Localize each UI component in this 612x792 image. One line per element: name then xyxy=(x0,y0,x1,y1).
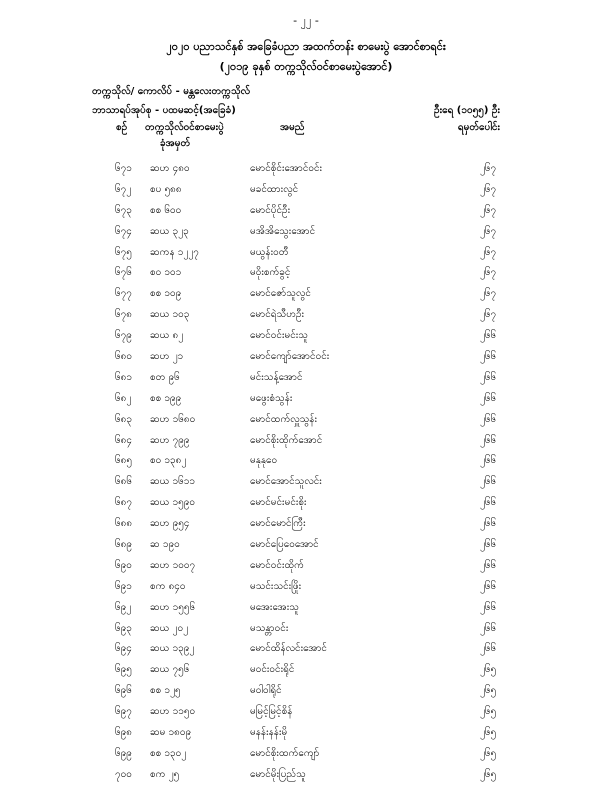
roll-column-subheader: ခုံအမှတ် xyxy=(160,138,191,149)
table-row xyxy=(0,262,612,283)
row-number: ၆၇၆ xyxy=(115,267,132,279)
total-score: ၂၆၇ xyxy=(480,204,497,216)
candidate-name: မောင်ထက်လှူသွန်း xyxy=(250,413,318,425)
roll-number: ဆကန ၁၂၂၇ xyxy=(150,246,199,258)
row-number: ၆၈၀ xyxy=(115,351,132,363)
table-row xyxy=(0,764,612,785)
roll-number: ဆဟ ၉၅၄ xyxy=(150,518,190,530)
row-number: ၆၈၁ xyxy=(115,371,132,383)
row-number: ၆၉၀ xyxy=(115,559,132,571)
table-row xyxy=(0,325,612,346)
total-score: ၂၆၆ xyxy=(480,371,497,383)
candidate-name: မခင်ထားလွင် xyxy=(250,183,299,195)
candidate-name: မသန္တာဝင်း xyxy=(250,622,289,634)
total-score: ၂၆၆ xyxy=(480,559,497,571)
candidate-name: မောင်စိုးထိုက်အောင် xyxy=(250,434,323,446)
row-number: ၆၉၈ xyxy=(115,727,132,739)
candidate-name: မောင်စိုးထက်ကျော် xyxy=(250,747,320,759)
roll-number: စဝ ၁၀၁ xyxy=(150,267,182,279)
candidate-name: မောင်ဝင်းထိုက် xyxy=(250,559,304,571)
candidate-name: မောင်စိုင်းအောင်ဝင်း xyxy=(250,163,323,174)
total-score: ၂၆၆ xyxy=(480,455,497,467)
document-title: ၂၀၂၀ ပညာသင်နှစ် အခြေခံပညာ အထက်တန်း စာမေးပွဲ အောင်စာရင်း xyxy=(166,40,446,53)
total-score: ၂၆၇ xyxy=(480,309,497,321)
table-row xyxy=(0,388,612,409)
total-score: ၂၆၆ xyxy=(480,476,497,488)
candidate-name: မမြင့်မြင့်စိန် xyxy=(250,706,293,718)
total-score: ၂၆၇ xyxy=(480,267,497,279)
row-number: ၆၈၈ xyxy=(115,518,133,530)
total-score: ၂၆၇ xyxy=(480,288,497,300)
row-number: ၆၉၅ xyxy=(115,664,132,676)
candidate-count: ဦးရေ (၁၀၅၅) ဦး xyxy=(434,105,500,116)
total-score: ၂၆၅ xyxy=(480,664,497,676)
candidate-name: မောင်ရဲသီဟဦး xyxy=(250,309,305,321)
roll-number: ဆဟ ၇၉၉ xyxy=(150,434,190,446)
roll-number: စဝ ၁၃၈၂ xyxy=(150,455,187,467)
row-number: ၆၇၈ xyxy=(115,309,132,321)
row-number: ၆၈၂ xyxy=(115,392,132,404)
total-score: ၂၆၆ xyxy=(480,601,497,613)
candidate-name: မောင်ထိန်လင်းအောင် xyxy=(250,643,327,655)
table-row xyxy=(0,158,612,179)
roll-number: စတ ၉၆ xyxy=(150,371,180,383)
roll-number: စပ ၅၈၈ xyxy=(150,183,182,195)
roll-number: စစ ၁၂၅ xyxy=(150,685,181,697)
table-row xyxy=(0,304,612,325)
roll-number: စစ ၁၀၉ xyxy=(150,288,182,300)
row-number: ၆၇၉ xyxy=(115,330,132,342)
table-row xyxy=(0,346,612,367)
row-number: ၆၉၂ xyxy=(115,601,132,613)
row-number: ၆၉၁ xyxy=(115,580,132,592)
total-score: ၂၆၅ xyxy=(480,685,497,697)
table-row xyxy=(0,701,612,722)
row-number: ၆၈၆ xyxy=(115,476,132,488)
roll-number: စစ ၁၃၀၂ xyxy=(150,747,187,759)
total-score: ၂၆၆ xyxy=(480,539,497,551)
table-row xyxy=(0,555,612,576)
total-score: ၂၆၇ xyxy=(480,225,497,237)
total-score: ၂၆၇ xyxy=(480,246,497,258)
row-number: ၆၉၇ xyxy=(115,706,132,718)
candidate-name: မောင်မင်းမင်းစိုး xyxy=(250,497,307,509)
table-row xyxy=(0,534,612,555)
table-row xyxy=(0,179,612,200)
total-score: ၂၆၆ xyxy=(480,643,497,655)
table-row xyxy=(0,743,612,764)
table-row xyxy=(0,492,612,513)
total-score: ၂၆၅ xyxy=(480,747,497,759)
total-score: ၂၆၆ xyxy=(480,413,497,425)
total-score: ၂၆၇ xyxy=(480,183,497,195)
table-row xyxy=(0,409,612,430)
total-score: ၂၆၆ xyxy=(480,518,497,530)
row-number: ၆၇၇ xyxy=(115,288,132,300)
row-number: ၆၈၄ xyxy=(115,434,132,446)
roll-number: ဆ ၁၉၀ xyxy=(150,539,180,551)
row-number: ၆၉၄ xyxy=(115,643,132,655)
roll-number: စက ၂၅ xyxy=(150,768,180,780)
roll-number: ဆဟ ၂၁ xyxy=(150,351,184,363)
results-table xyxy=(0,158,612,785)
total-score: ၂၆၆ xyxy=(480,497,497,509)
total-score: ၂၆၅ xyxy=(480,706,497,718)
document-subtitle: (၂၀၁၉ ခုနှစ် တက္ကသိုလ်ဝင်စာမေးပွဲအောင်) xyxy=(219,60,393,73)
candidate-name: မောင်ပိုင်ဦး xyxy=(250,204,291,216)
candidate-name: မနုနုဝေ xyxy=(250,455,278,467)
candidate-name: မဝင်းဝင်းရိုင် xyxy=(250,664,295,676)
candidate-name: မင်းသန့်အောင် xyxy=(250,371,303,383)
candidate-name: မောင်မောင်ကြီး xyxy=(250,518,306,530)
table-row xyxy=(0,200,612,221)
total-score: ၂၆၆ xyxy=(480,330,497,342)
candidate-name: မောင်ပြေဝေအောင် xyxy=(250,539,319,551)
table-row xyxy=(0,722,612,743)
candidate-name: မောင်အောင်သူလင်း xyxy=(250,476,322,488)
candidate-name: မဖွေးစံသွန်း xyxy=(250,392,293,404)
candidate-name: မောင်ကျော်အောင်ဝင်း xyxy=(250,351,330,363)
page-number: - ၂၂ - xyxy=(293,14,319,27)
roll-number: ဆယ ၂၀၂ xyxy=(150,622,189,634)
roll-number: ဆယ ၁၀၃ xyxy=(150,309,190,321)
table-row xyxy=(0,221,612,242)
roll-number: စက ၈၄၀ xyxy=(150,580,186,592)
table-row xyxy=(0,680,612,701)
table-row xyxy=(0,450,612,471)
row-number: ၆၈၅ xyxy=(115,455,132,467)
total-score: ၂၆၆ xyxy=(480,434,497,446)
total-score: ၂၆၆ xyxy=(480,392,497,404)
total-score: ၂၆၆ xyxy=(480,351,497,363)
roll-number: ဆယ ၃၂၃ xyxy=(150,225,189,237)
total-score: ၂၆၆ xyxy=(480,580,497,592)
row-number: ၆၇၃ xyxy=(115,204,132,216)
table-row xyxy=(0,618,612,639)
table-row xyxy=(0,367,612,388)
name-column-header: အမည် xyxy=(280,122,305,133)
roll-number: ဆဟ ၄၈၀ xyxy=(150,163,190,174)
roll-number: ဆဟ ၁၀၀၇ xyxy=(150,559,196,571)
candidate-name: မဝါဝါရိုင် xyxy=(250,685,282,697)
candidate-name: မနန်းနန်းမို xyxy=(250,727,288,739)
total-score: ၂၆၅ xyxy=(480,727,497,739)
row-number: ၆၈၇ xyxy=(115,497,132,509)
subject-group-line: ဘာသာရပ်အုပ်စု - ပထမဆင့်(အခြေခံ) xyxy=(92,105,236,116)
row-number: ၆၉၉ xyxy=(115,747,132,759)
roll-number: ဆဟ ၁၅၅၆ xyxy=(150,601,196,613)
row-number: ၇၀၀ xyxy=(115,768,132,780)
roll-number: ဆမ ၁၈၀၉ xyxy=(150,727,192,739)
total-score: ၂၆၅ xyxy=(480,768,497,780)
candidate-name: မအိအိသွေးအောင် xyxy=(250,225,316,237)
table-row xyxy=(0,471,612,492)
candidate-name: မသင်းသင်းဖြိုး xyxy=(250,580,302,592)
roll-number: ဆယ ၈၂ xyxy=(150,330,184,342)
roll-number: ဆယ ၁၅၉၀ xyxy=(150,497,196,509)
table-row xyxy=(0,513,612,534)
candidate-name: မယွန်းဝတီ xyxy=(250,246,289,258)
roll-number: စစ ၁၉၉ xyxy=(150,392,182,404)
candidate-name: မောင်ဇော်သူလွင် xyxy=(250,288,311,300)
row-number: ၆၉၆ xyxy=(115,685,132,697)
row-number: ၆၉၃ xyxy=(115,622,132,634)
roll-number: ဆဟ ၁၁၅၀ xyxy=(150,706,196,718)
score-column-header: ရမှတ်ပေါင်း xyxy=(457,122,500,133)
table-row xyxy=(0,576,612,597)
total-score: ၂၆၆ xyxy=(480,622,497,634)
table-row xyxy=(0,430,612,451)
roll-number: ဆဟ ၁၆၈၀ xyxy=(150,413,196,425)
candidate-name: မောင်မိုးပြည်သူ xyxy=(250,768,306,780)
university-line: တက္ကသိုလ်/ ကောလိပ် - မန္တလေးတက္ကသိုလ် xyxy=(92,86,251,97)
roll-number: ဆယ ၁၆၁၁ xyxy=(150,476,196,488)
no-column-header: စဉ် xyxy=(116,122,128,133)
roll-number: ဆယ ၁၃၉၂ xyxy=(150,643,195,655)
row-number: ၆၇၂ xyxy=(115,183,132,195)
roll-number: စစ ၆၀၀ xyxy=(150,204,182,216)
roll-number: ဆယ ၇၅၆ xyxy=(150,664,190,676)
row-number: ၆၈၉ xyxy=(115,539,132,551)
candidate-name: မအေးအေးသူ xyxy=(250,601,299,613)
roll-column-header: တက္ကသိုလ်ဝင်စာမေးပွဲ xyxy=(145,122,224,133)
table-row xyxy=(0,597,612,618)
row-number: ၆၇၅ xyxy=(115,246,132,258)
table-row xyxy=(0,638,612,659)
table-row xyxy=(0,283,612,304)
candidate-name: မောင်ဝင်းမင်းသူ xyxy=(250,330,308,342)
row-number: ၆၈၃ xyxy=(115,413,132,425)
candidate-name: မဝိုးစက်ခွင့် xyxy=(250,267,291,279)
total-score: ၂၆၇ xyxy=(480,163,497,174)
table-row xyxy=(0,242,612,263)
table-row xyxy=(0,659,612,680)
row-number: ၆၇၄ xyxy=(115,225,132,237)
row-number: ၆၇၁ xyxy=(115,163,132,174)
